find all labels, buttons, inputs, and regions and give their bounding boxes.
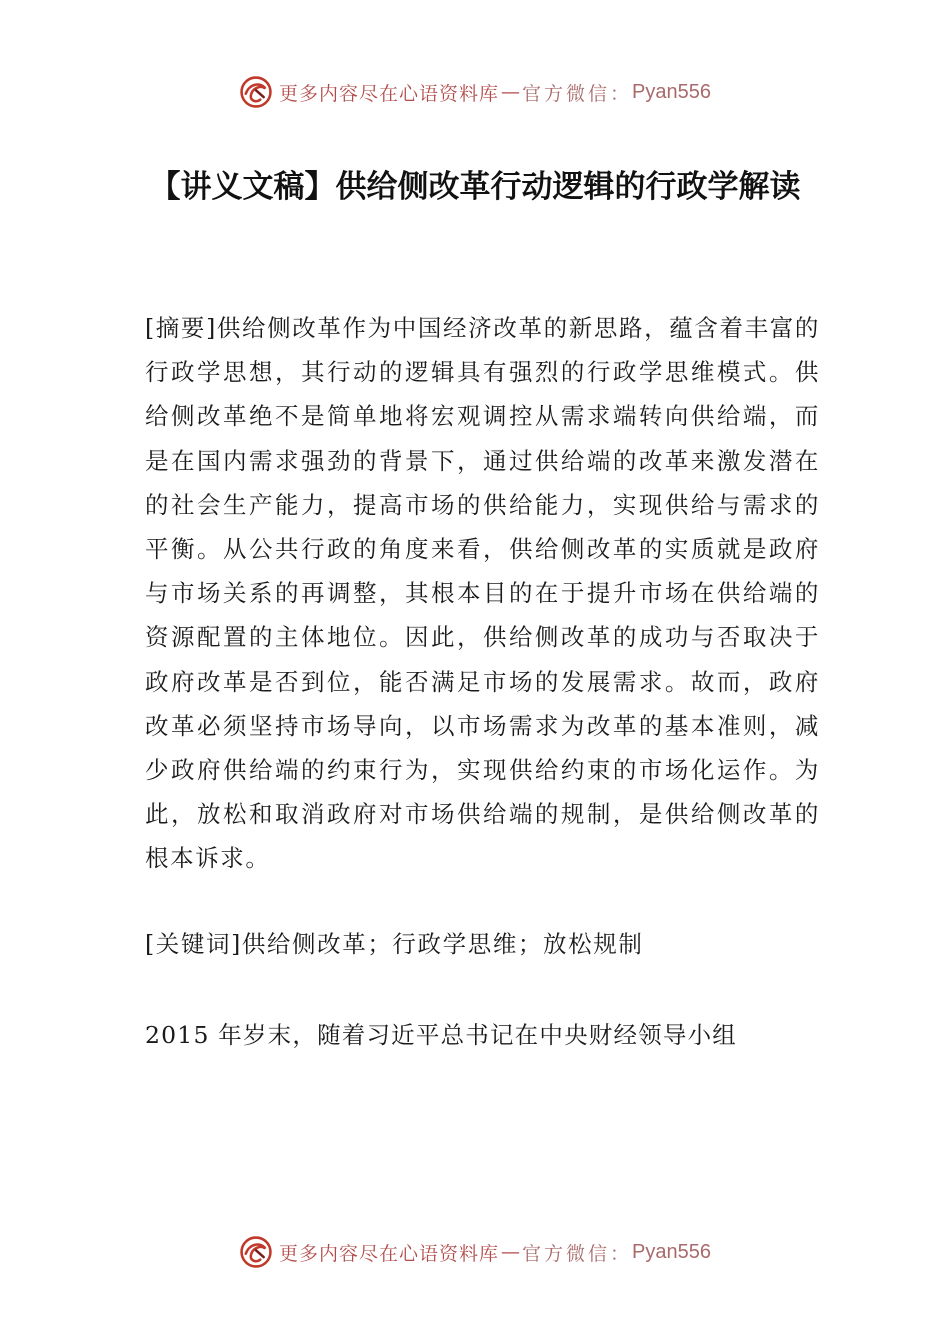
swirl-logo-icon [239, 1235, 273, 1269]
wechat-id: Pyan556 [632, 1240, 711, 1263]
keywords-line: [关键词]供给侧改革；行政学思维；放松规制 [145, 930, 644, 958]
wechat-label: 官方微信： [522, 1242, 633, 1265]
footer-banner [0, 1232, 950, 1272]
banner-text: 更多内容尽在心语资料库 [279, 1242, 500, 1265]
banner-dash: — [501, 81, 521, 103]
wechat-label: 官方微信： [522, 82, 633, 105]
body-paragraph: 2015 年岁末，随着习近平总书记在中央财经领导小组 [145, 1021, 737, 1049]
header-banner [0, 72, 950, 112]
wechat-id: Pyan556 [632, 80, 711, 103]
abstract-paragraph: [摘要]供给侧改革作为中国经济改革的新思路，蕴含着丰富的行政学思想，其行动的逻辑具有强烈的行政学思维模式。供给侧改革绝不是简单地将宏观调控从需求端转向供给端，而是在国内需求强劲的背景下，通过供给端的改革来激发潜在的社会生产能力，提高市场的供给能力，实现供给与需求的平衡。从公共行政的角度来看，供给侧改革的实质就是政府与市场关系的再调整，其根本目的在于提升市场在供给端的资源配置的主体地位。因此，供给侧改革的成功与否取决于政府改革是否到位，能否满足市场的发展需求。故而，政府改革必须坚持市场导向，以市场需求为改革的基本准则，减少政府供给端的约束行为，实现供给约束的市场化运作。为此，放松和取消政府对市场供给端的规制，是供给侧改革的根本诉求。 [145, 314, 820, 873]
banner-dash: — [501, 1241, 521, 1263]
page-title: 【讲义文稿】供给侧改革行动逻辑的行政学解读 [149, 169, 801, 205]
banner-text: 更多内容尽在心语资料库 [279, 82, 500, 105]
swirl-logo-icon [239, 75, 273, 109]
